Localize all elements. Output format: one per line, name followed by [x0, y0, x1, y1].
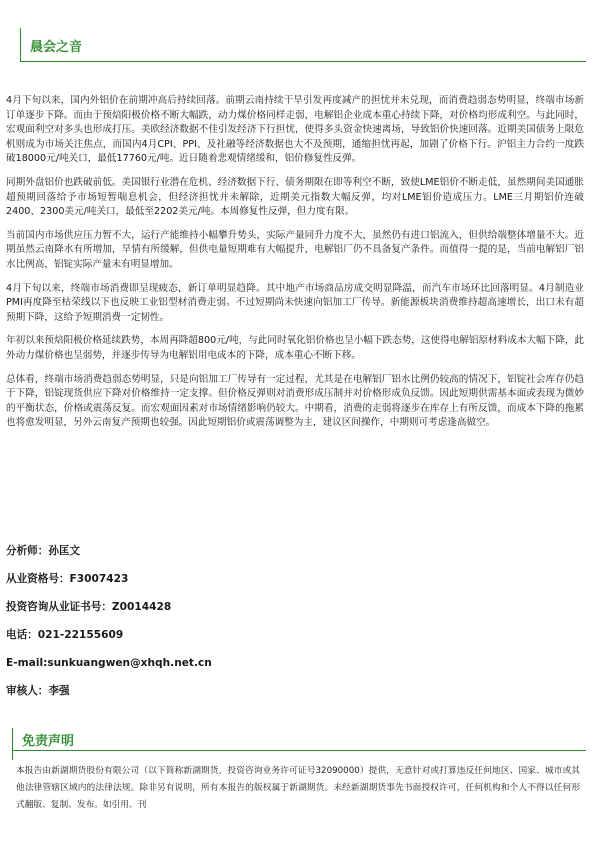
disclaimer-text: 本报告由新湖期货股份有限公司（以下简称新湖期货，投资咨询业务许可证号32090000）提供，无意针对或打算违反任何地区、国家、城市或其他法律管辖区域内的法律法规。除非另有说明，所有本报告的版权属于新湖期货。未经新湖期货事先书面授权许可，任何机构和个人不得以任何形式翻版、复制、发布。如引用、刊	[16, 766, 580, 810]
paragraph-1: 4月下旬以来，国内外铝价在前期冲高后持续回落。前期云南持续干旱引发再度减产的担忧并未兑现，而消费趋弱态势明显，终端市场新订单逐步下降。而由于预焙阳极价格不断大幅跌，动力煤价格同样走弱，电解铝企业成本重心持续下降，对价格均形成利空。与此同时，宏观面利空对多头也形成打压。美欧经济数据不佳引发经济下行担忧，使得多头资金快速离场，导致铝价快速回落。近期美国债务上限危机则成为市场关注焦点，而国内4月CPI、PPI、及社融等经济数据也大不及预期，通缩担忧再起，加剧了价格下行。沪铝主力合约一度跌破18000元/吨关口，最低17760元/吨。近日随着悲观情绪缓和，铝价修复性反弹。	[6, 95, 584, 165]
paragraph-4: 4月下旬以来，终端市场消费即呈现疲态，新订单明显趋降。其中地产市场商品房成交明显降温，而汽车市场环比回落明显。4月制造业PMI再度降至枯荣线以下也反映工业铝型材消费走弱。不过短期尚未快速向铝加工厂传导。新能源板块消费维持超高速增长，出口未有超预期下降，这给予短期消费一定韧性。	[6, 282, 584, 323]
reviewer-name: 审核人：李强	[6, 685, 70, 697]
paragraph-5: 年初以来预焙阳极价格延续跌势，本周再降超800元/吨，与此同时氧化铝价格也呈小幅下跌态势，这使得电解铝原材料成本大幅下降，此外动力煤价格也呈弱势，并逐步传导为电解铝用电成本的下降，成本重心不断下移。	[6, 335, 584, 361]
paragraph-6: 总体看，终端市场消费趋弱态势明显，只是向铝加工厂传导有一定过程，尤其是在电解铝厂铝水比例仍较高的情况下，铝锭社会库存仍趋于下降，铝锭现货供应下降对价格维持一定支撑。但价格反弹则对消费形成压制并对价格形成负反馈。因此短期供需基本面或表现为微妙的平衡状态，价格或震荡反复。而宏观面因素对市场情绪影响仍较大。中期看，消费的走弱将逐步在库存上有所反馈，而成本下降的拖累也将愈发明显，另外云南复产预期也较强。因此短期铝价或震荡调整为主，建议区间操作，中期则可考虑逢高做空。	[6, 373, 584, 429]
paragraph-2: 同期外盘铝价也跌破前低。美国银行业潜在危机、经济数据下行、债务期限在即等利空不断，致使LME铝价不断走低，虽然期间美国通胀超预期回落给予市场短暂喘息机会，但经济担忧并未解除，近期美元指数大幅反弹，均对LME铝价造成压力。LME三月期铝价连破2400、2300美元/吨关口，最低至2202美元/吨。本周修复性反弹，但力度有限。	[6, 176, 584, 218]
title-tick-left	[20, 28, 21, 62]
disclaimer-tick-left	[12, 728, 13, 760]
email-address[interactable]: E-mail:sunkuangwen@xhqh.net.cn	[6, 657, 212, 669]
report-body	[6, 94, 584, 440]
qualification-number: 从业资格号：F3007423	[6, 573, 129, 585]
phone-number: 电话：021-22155609	[6, 629, 124, 641]
section-title-morning: 晨会之音	[30, 40, 83, 55]
title-underline	[20, 61, 586, 62]
consulting-certificate-number: 投资咨询从业证书号：Z0014428	[6, 601, 172, 613]
paragraph-3: 当前国内市场供应压力暂不大，运行产能维持小幅攀升势头，实际产量同升力度不大，虽然仍有进口铝流入，但供给端整体增量不大。近期虽然云南降水有所增加，旱情有所缓解，但供电量短期难有大幅提升，电解铝厂仍不具备复产条件。而值得一提的是，当前电解铝厂铝水比例高，铝锭实际产量未有明显增加。	[6, 229, 584, 270]
analyst-name: 分析师：孙匡文	[6, 545, 81, 557]
disclaimer-underline	[12, 750, 586, 751]
section-title-disclaimer: 免责声明	[22, 734, 75, 749]
